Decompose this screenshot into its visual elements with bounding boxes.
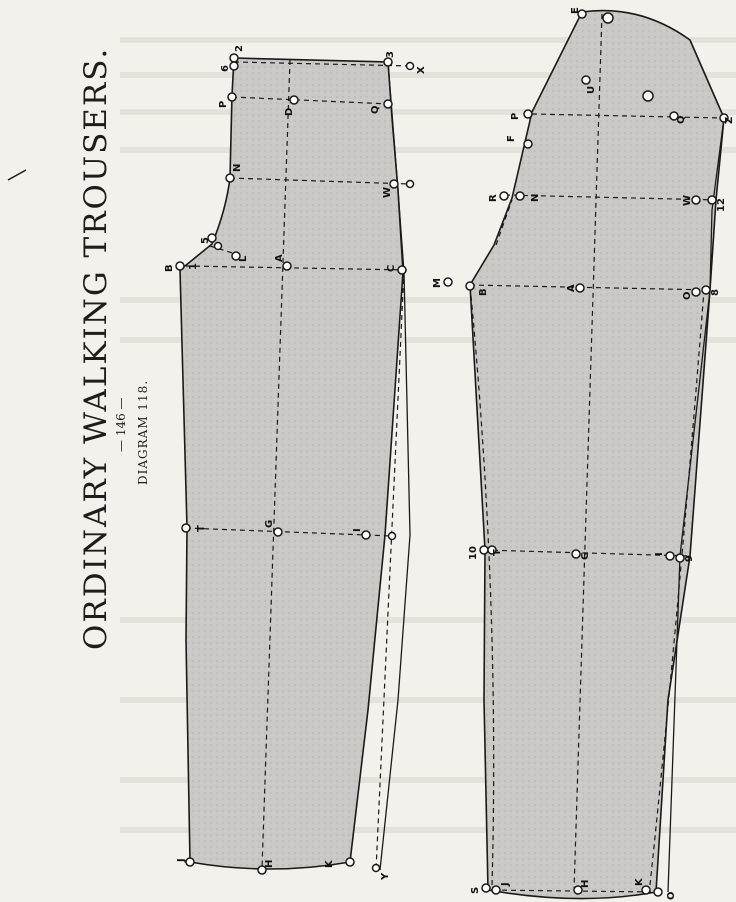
label-9: 9 [684, 555, 695, 562]
label-z: Z [724, 116, 735, 124]
label-q: Q [370, 105, 381, 114]
label-b-right: B [478, 288, 489, 296]
right-trouser-piece [432, 7, 735, 900]
label-i: I [352, 528, 363, 532]
label-q-right: Q [676, 115, 687, 124]
label-g: G [264, 519, 275, 528]
label-8: 8 [710, 289, 721, 296]
label-3: 3 [385, 51, 396, 58]
label-o: O [682, 291, 693, 300]
left-trouser-piece [164, 45, 427, 881]
label-i-right: I [654, 552, 665, 556]
label-a-right: A [566, 284, 577, 292]
diagram-number: DIAGRAM 118. [136, 379, 150, 485]
label-2: 2 [234, 45, 245, 52]
label-a: A [274, 254, 285, 262]
label-h: H [264, 859, 275, 868]
label-s: S [470, 886, 481, 894]
label-l: L [238, 255, 249, 262]
label-f: F [506, 135, 517, 142]
label-10: 10 [468, 546, 479, 560]
label-o-bottom: O [666, 891, 677, 900]
label-12: 12 [716, 198, 727, 212]
label-e: E [570, 7, 581, 14]
label-j-right: J [500, 882, 511, 886]
label-x: X [416, 66, 427, 74]
label-c: C [386, 264, 397, 272]
right-piece-fill [470, 11, 724, 899]
page-number: — 146 — [114, 397, 128, 452]
label-j: J [176, 858, 187, 862]
diagram-title: ORDINARY WALKING TROUSERS. [78, 46, 114, 650]
label-m: M [432, 278, 443, 288]
label-w: W [382, 186, 393, 198]
label-h-right: H [580, 879, 591, 888]
label-b: B [164, 264, 175, 272]
label-6: 6 [220, 65, 231, 72]
label-g-right: G [580, 551, 591, 560]
label-p: P [218, 100, 229, 108]
left-piece-fill [180, 58, 403, 869]
label-t-right: T [492, 549, 503, 556]
label-p-right: P [510, 112, 521, 120]
label-y: Y [380, 872, 391, 880]
label-r: R [488, 194, 499, 202]
label-5: 5 [200, 237, 211, 244]
label-n-right: N [530, 193, 541, 202]
label-w-right: W [682, 194, 693, 206]
margin-mark [8, 170, 26, 180]
label-k-right: K [634, 878, 645, 886]
label-1: 1 [188, 263, 199, 270]
label-t: T [196, 525, 207, 532]
label-k: K [324, 860, 335, 868]
label-d: D [284, 107, 295, 116]
label-u: U [586, 85, 597, 94]
label-n: N [232, 163, 243, 172]
